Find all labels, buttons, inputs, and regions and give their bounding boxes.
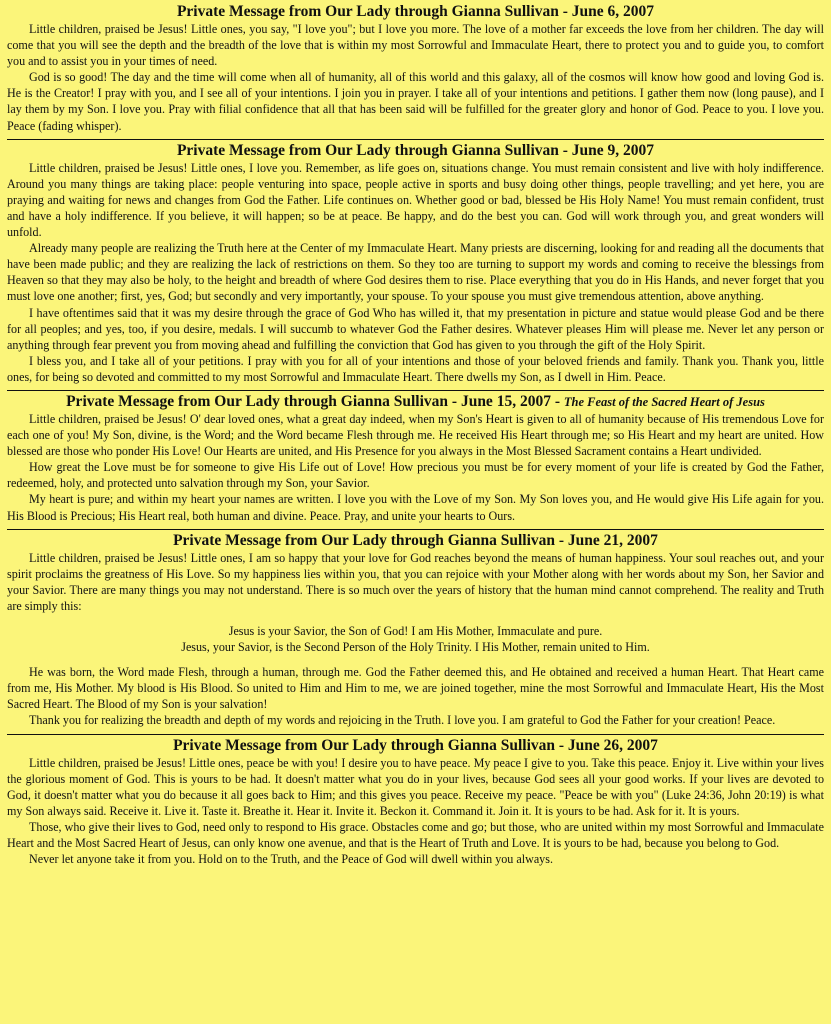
paragraph: Never let anyone take it from you. Hold on to the Truth, and the Peace of God will dwell within you always. xyxy=(29,852,553,867)
message-june-15 xyxy=(7,393,824,526)
section-divider xyxy=(7,139,824,140)
section-title xyxy=(7,393,824,411)
section-title: Private Message from Our Lady through Gianna Sullivan - June 21, 2007 xyxy=(173,531,658,549)
paragraph: How great the Love must be for someone to give His Life out of Love! How precious you must be for every moment of your life is created by God the Father, redeemed, holy, and protected unto salvation through my Son, your Savior. xyxy=(7,460,824,491)
section-subtitle: The Feast of the Sacred Heart of Jesus xyxy=(563,394,765,409)
paragraph: Those, who give their lives to God, need only to respond to His grace. Obstacles come and go; but those, who are united within my most Sorrowful and Immaculate Heart and the Most Sacred Heart of Jesus, can only know one avenue, and that is the Heart of Truth and Love. It is yours to be had, because you belong to God. xyxy=(7,819,824,851)
section-divider xyxy=(7,734,824,735)
message-june-26 xyxy=(7,737,824,870)
paragraph: God is so good! The day and the time will come when all of humanity, all of this world and this galaxy, all of the cosmos will know how good and loving God is. He is the Creator! I pray with you, and I see all of your intentions. I join you in prayer. I take all of your intentions and petitions. I gather them now (long pause), and I lay them by my Son. I love you. Pray with filial confidence that all that has been said will be fulfilled for the greater glory and honor of God. Peace to you. I love you. Peace (fading whisper). xyxy=(7,70,824,133)
paragraph: Little children, praised be Jesus! Little ones, I am so happy that your love for God reaches beyond the means of human happiness. Your soul reaches out, and your spirit proclaims the greatness of His Love. So my happiness lies within you, that you can rejoice with your Mother along with her words about my Son, her Savior and your Savior. There are many things you may not understand. There is so much over the years of history that the human mind cannot comprehend. The reality and Truth are simply this: xyxy=(7,550,824,613)
spacer xyxy=(7,614,824,623)
paragraph: Already many people are realizing the Truth here at the Center of my Immaculate Heart. Many priests are discerning, looking for and reading all the documents that have been made public; and they are realizing the lack of restrictions on them. So they too are turning to support my words and coming to receive the blessings from Heaven so that they may also be holy, to the height and breadth of where God desires them to rise. Place everything that you do in His Hands, and never forget that you must love one another; first, yes, God; but secondly and very importantly, your spouse. To your spouse you must give tremendous attention, above anything. xyxy=(7,241,824,304)
paragraph: I have oftentimes said that it was my desire through the grace of God Who has willed it, that my presentation in picture and statue would please God and be there for all peoples; and yes, too, if you desire, medals. I will succumb to whatever God the Father desires. Whatever pleases Him will please me. Never let any person or anything through fear prevent you from moving ahead and fulfilling the conviction that God has given to you through the gift of the Holy Spirit. xyxy=(7,305,824,352)
message-june-9 xyxy=(7,142,824,387)
section-divider xyxy=(7,529,824,530)
paragraph: He was born, the Word made Flesh, through a human, through me. God the Father deemed this, and He obtained and received a human Heart. That Heart came from me, His Mother. My blood is His Blood. So united to Him and Him to me, we are joined together, mine the most Sorrowful and Immaculate Heart, His the Most Sacred Heart. The Blood of my Son is your salvation! xyxy=(7,665,824,712)
paragraph: Little children, praised be Jesus! Little ones, peace be with you! I desire you to have peace. My peace I give to you. Take this peace. Enjoy it. Live within your lives the glorious moment of God. This is yours to be had. It doesn't matter what you do in your lives, because God sees all your good works. If your lives are devoted to God, it doesn't matter what you do because it all goes back to Him; and this gives you peace. Receive my peace. "Peace be with you" (Luke 24:36, John 20:19) is what my Son always said. Receive it. Live it. Taste it. Breathe it. Hear it. Invite it. Beckon it. Command it. Join it. It is yours to be had. Ask for it. It is yours. xyxy=(7,755,824,818)
section-title: Private Message from Our Lady through Gianna Sullivan - June 26, 2007 xyxy=(173,736,658,754)
paragraph: Little children, praised be Jesus! Little ones, I love you. Remember, as life goes on, situations change. You must remain consistent and live with holy indifference. Around you many things are taking place: people venturing into space, people active in sports and busy doing other things, people travelling; and yet here, you are praying and waiting for news and changes from God the Father. Life continues on. Whether good or bad, blessed be His Holy Name! You must remain confident, trust and have a holy indifference. If you believe, it will happen; so be at peace. Be happy, and do the best you can. God will work through you, and great wonders will unfold. xyxy=(7,160,824,240)
message-june-6 xyxy=(7,3,824,136)
centered-line: Jesus is your Savior, the Son of God! I am His Mother, Immaculate and pure. xyxy=(228,624,603,638)
section-title-text: Private Message from Our Lady through Gianna Sullivan - June 15, 2007 - xyxy=(66,392,560,410)
centered-line: Jesus, your Savior, is the Second Person of the Holy Trinity. I His Mother, remain united to Him. xyxy=(181,640,650,655)
paragraph: Thank you for realizing the breadth and depth of my words and rejoicing in the Truth. I love you. I am grateful to God the Father for your creation! Peace. xyxy=(29,713,776,728)
paragraph: Little children, praised be Jesus! O' dear loved ones, what a great day indeed, when my Son's Heart is given to all of humanity because of His tremendous Love for each one of you! My Son, divine, is the Word; and the Word became Flesh through me. He received His Heart through me; so His Heart and my heart are united. How blessed are those who ponder His Love! Our Hearts are united, and His Presence for you always in the Most Blessed Sacrament contains a Heart undivided. xyxy=(7,411,824,459)
section-title: Private Message from Our Lady through Gianna Sullivan - June 9, 2007 xyxy=(176,141,655,159)
paragraph: My heart is pure; and within my heart your names are written. I love you with the Love of my Son. My Son loves you, and He would give His Life again for you. His Blood is Precious; His Heart real, both human and divine. Peace. Pray, and unite your hearts to Ours. xyxy=(7,492,824,523)
paragraph: Little children, praised be Jesus! Little ones, you say, "I love you"; but I love you more. The love of a mother far exceeds the love from her children. The day will come that you will see the depth and the breadth of the love that is within my most Sorrowful and Immaculate Heart, there to protect you and to guide you, to comfort you and to assist you in your times of need. xyxy=(7,22,824,69)
spacer xyxy=(7,655,824,664)
message-june-21 xyxy=(7,532,824,731)
document-page xyxy=(7,0,824,869)
section-divider xyxy=(7,390,824,391)
section-title: Private Message from Our Lady through Gianna Sullivan - June 6, 2007 xyxy=(176,3,655,20)
paragraph: I bless you, and I take all of your petitions. I pray with you for all of your intentions and those of your beloved friends and family. Thank you. Thank you, little ones, for being so devoted and committed to my most Sorrowful and Immaculate Heart. There dwells my Son, as I dwell in Him. Peace. xyxy=(7,353,824,384)
